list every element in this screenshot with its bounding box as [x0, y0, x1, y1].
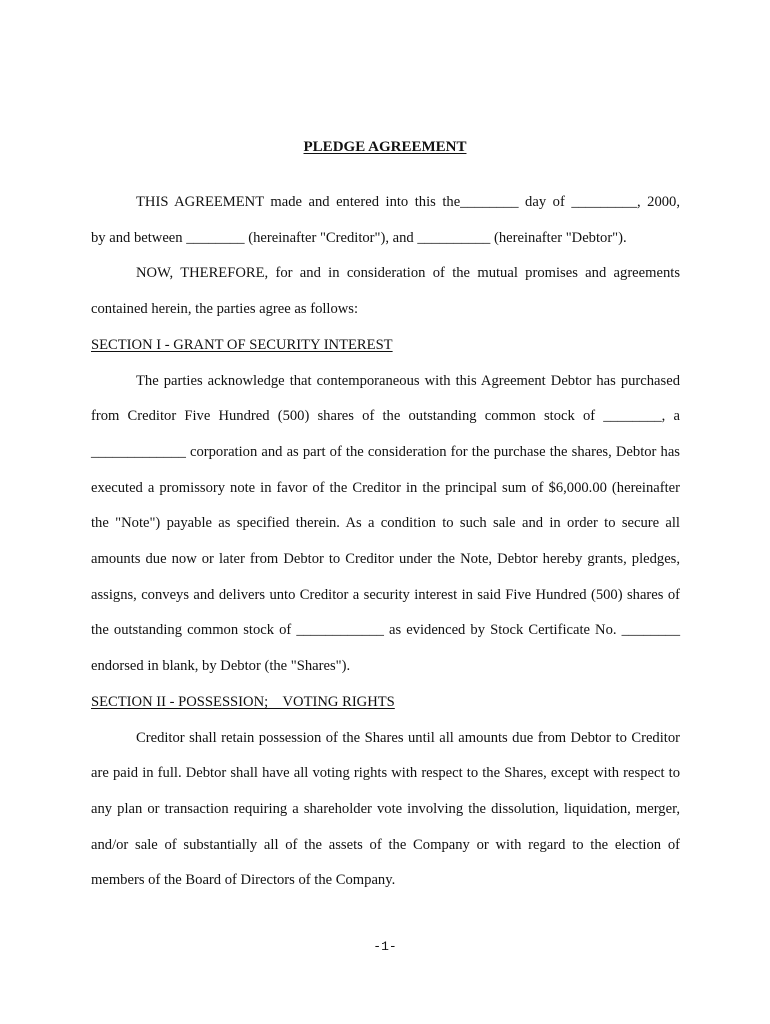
- now-therefore-paragraph: NOW, THEREFORE, for and in consideration of the mutual promises and agreements contained herein, the parties agree as follows:: [91, 265, 680, 318]
- section-1-heading: SECTION I - GRANT OF SECURITY INTEREST: [91, 336, 393, 353]
- section-2-heading: SECTION II - POSSESSION; VOTING RIGHTS: [91, 693, 395, 710]
- intro-line-1: THIS AGREEMENT made and entered into this the________ day of _________, 2000,: [136, 194, 680, 210]
- page-number: -1-: [373, 939, 397, 954]
- document-title: PLEDGE AGREEMENT: [303, 139, 467, 155]
- section-2-paragraph: Creditor shall retain possession of the Shares until all amounts due from Debtor to Creditor are paid in full. Debtor shall have all voting rights with respect to the Shares, except with respect to any plan or transaction requiring a shareholder vote involving the dissolution, liquidation, merger, and/or sale of substantially all of the assets of the Company or with regard to the election of members of the Board of Directors of the Company.: [91, 729, 680, 889]
- section-1-paragraph: The parties acknowledge that contemporaneous with this Agreement Debtor has purchased from Creditor Five Hundred (500) shares of the outstanding common stock of ________, a _____________ corporation and as part of the consideration for the purchase the shares, Debtor has executed a promissory note in favor of the Creditor in the principal sum of $6,000.00 (hereinafter the "Note") payable as specified therein. As a condition to such sale and in order to secure all amounts due now or later from Debtor to Creditor under the Note, Debtor hereby grants, pledges, assigns, conveys and delivers unto Creditor a security interest in said Five Hundred (500) shares of the outstanding common stock of ____________ as evidenced by Stock Certificate No. ________ endorsed in blank, by Debtor (the "Shares").: [91, 372, 680, 675]
- intro-block: [91, 185, 680, 899]
- intro-line-2: by and between ________ (hereinafter "Creditor"), and __________ (hereinafter "Debtor").: [91, 229, 627, 246]
